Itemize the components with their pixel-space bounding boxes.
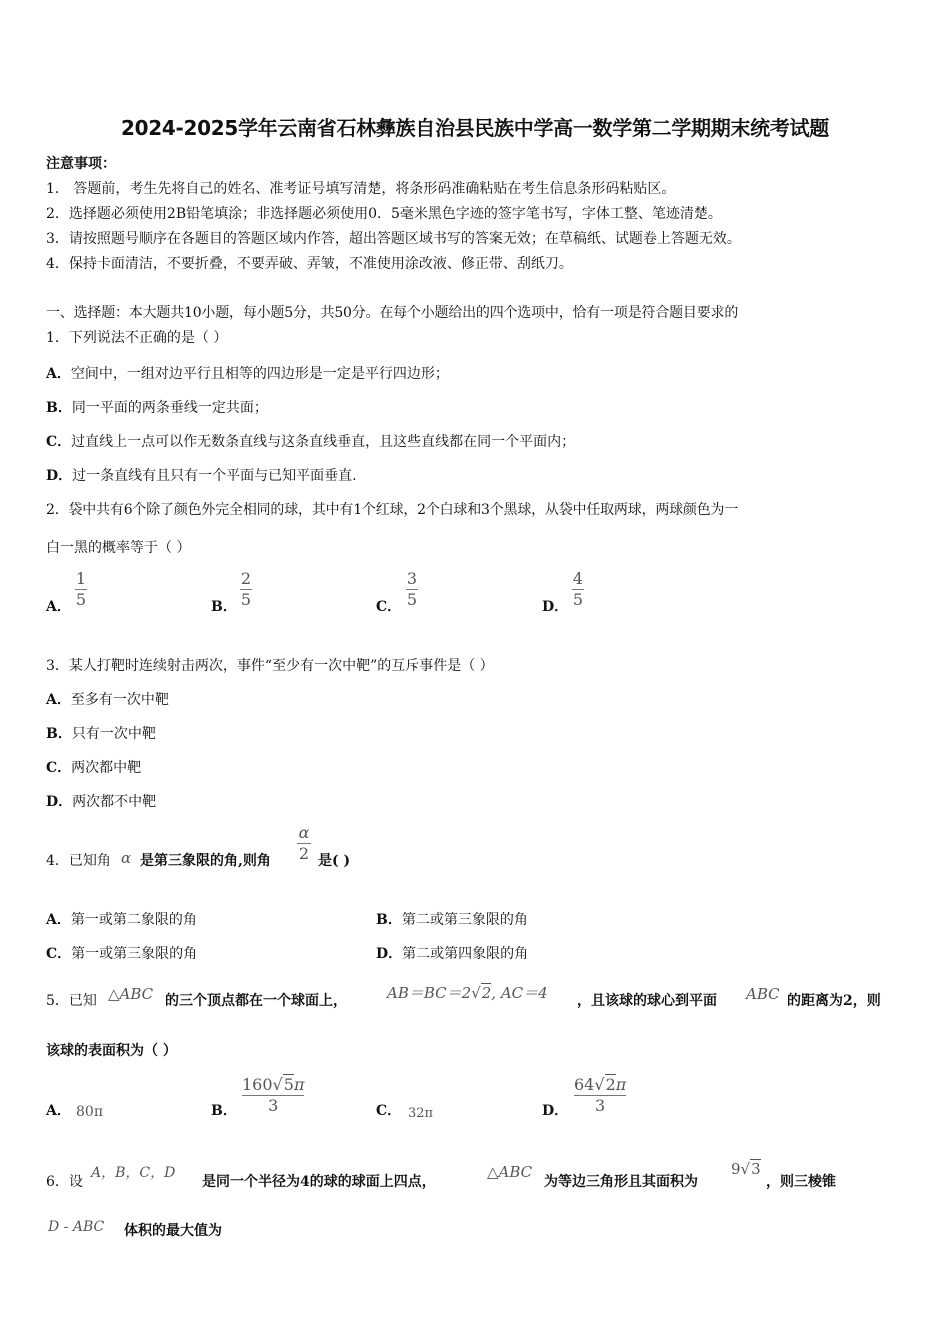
option-label: B． <box>211 1103 237 1119</box>
numerator-part: π <box>293 1075 305 1094</box>
option-label: B． <box>46 726 72 742</box>
option-text: 空间中，一组对边平行且相等的四边形是一定是平行四边形； <box>70 366 449 382</box>
question-5-stem-mid: 的三个顶点都在一个球面上， <box>165 993 347 1009</box>
option-label: A． <box>46 912 71 928</box>
question-3-option-a <box>46 689 169 709</box>
question-1-option-b <box>46 397 268 417</box>
option-text: 第二或第四象限的角 <box>402 946 529 962</box>
question-4-fraction <box>297 823 311 864</box>
question-4-stem-mid: 是第三象限的角,则角 <box>140 853 271 869</box>
option-label: D． <box>46 468 73 484</box>
question-6-stem-mid: 是同一个半径为4的球的球面上四点， <box>202 1174 436 1190</box>
denominator: 5 <box>572 590 584 609</box>
question-2-option-a-fraction <box>75 569 87 610</box>
question-5-stem-pre: 5．已知 <box>46 993 97 1009</box>
numerator: 2 <box>240 569 252 588</box>
question-5-stem-mid2: ，且该球的球心到平面 <box>577 993 717 1009</box>
question-6-stem-post: ，则三棱锥 <box>766 1174 836 1190</box>
question-3-stem: 3．某人打靶时连续射击两次，事件“至少有一次中靶”的互斥事件是（ ） <box>46 658 494 674</box>
sqrt-radicand: 2 <box>481 984 492 1002</box>
question-3-option-c <box>46 757 141 777</box>
numerator-part: π <box>615 1075 627 1094</box>
question-2-option-c-fraction <box>406 569 418 610</box>
option-label: C． <box>376 1103 402 1119</box>
question-1-option-a <box>46 363 449 383</box>
question-3-option-b <box>46 723 156 743</box>
page-title: 2024-2025学年云南省石林彝族自治县民族中学高一数学第二学期期末统考试题 <box>121 116 829 140</box>
option-label: A． <box>46 1103 71 1119</box>
option-text: 过一条直线有且只有一个平面与已知平面垂直. <box>72 468 357 484</box>
condition-part: AB＝BC＝2 <box>387 984 472 1002</box>
condition-part: , AC＝4 <box>491 984 548 1002</box>
numerator-part: 64 <box>574 1075 595 1094</box>
question-4-option-a <box>46 909 197 929</box>
area-expression: 9√3 <box>731 1160 761 1178</box>
denominator: 2 <box>298 844 310 863</box>
question-5-option-c-expr: 32π <box>408 1106 434 1121</box>
triangle-abc: △ABC <box>487 1163 533 1181</box>
question-6-stem-cont: 体积的最大值为 <box>124 1223 222 1239</box>
option-text: 至多有一次中靶 <box>70 692 169 708</box>
option-label: A． <box>46 599 71 615</box>
option-label: D． <box>542 599 569 615</box>
option-text: 只有一次中靶 <box>71 726 156 742</box>
option-label: A． <box>46 366 71 382</box>
option-label: B． <box>46 400 72 416</box>
option-text: 第一或第二象限的角 <box>70 912 197 928</box>
option-label: D． <box>376 946 403 962</box>
notice-item: 3．请按照题号顺序在各题目的答题区域内作答，超出答题区域书写的答案无效；在草稿纸、试题卷上答题无效。 <box>46 231 741 247</box>
question-1-option-c <box>46 431 575 451</box>
question-5-option-a-expr: 80π <box>76 1104 104 1120</box>
sqrt-radicand: 2 <box>605 1075 616 1094</box>
option-label: C． <box>46 760 72 776</box>
section-heading: 一、选择题：本大题共10小题，每小题5分，共50分。在每个小题给出的四个选项中，恰有一项是符合题目要求的 <box>46 305 739 321</box>
sqrt-radicand: 3 <box>751 1160 761 1178</box>
option-text: 第二或第三象限的角 <box>401 912 528 928</box>
question-2-stem: 2．袋中共有6个除了颜色外完全相同的球，其中有1个红球，2个白球和3个黑球，从袋中任取两球，两球颜色为一 <box>46 502 739 518</box>
area-coefficient: 9 <box>731 1160 741 1178</box>
question-1-option-d <box>46 465 357 485</box>
question-4-stem-pre: 4．已知角 <box>46 853 111 869</box>
numerator: 4 <box>572 569 584 588</box>
option-label: C． <box>46 434 72 450</box>
notice-item: 1． 答题前，考生先将自己的姓名、准考证号填写清楚，将条形码准确粘贴在考生信息条形码粘贴区。 <box>46 181 676 197</box>
option-text: 过直线上一点可以作无数条直线与这条直线垂直，且这些直线都在同一个平面内； <box>71 434 576 450</box>
denominator: 3 <box>595 1096 606 1115</box>
tetrahedron-expr: D - ABC <box>48 1219 105 1235</box>
points-abcd: A，B，C，D <box>91 1165 176 1181</box>
option-label: D． <box>542 1103 569 1119</box>
numerator-part: 160 <box>242 1075 273 1094</box>
question-2-option-b-fraction <box>240 569 252 610</box>
notice-item: 2．选择题必须使用2B铅笔填涂；非选择题必须使用0．5毫米黑色字迹的签字笔书写，字体工整、笔迹清楚。 <box>46 206 722 222</box>
question-4-stem-post: 是( ) <box>318 853 351 869</box>
question-4-option-b <box>376 909 528 929</box>
numerator: 1 <box>75 569 87 588</box>
option-label: B． <box>211 599 237 615</box>
question-1-stem: 1．下列说法不正确的是（ ） <box>46 330 228 346</box>
question-5-stem-cont: 该球的表面积为（ ） <box>46 1043 177 1059</box>
question-2-option-d-fraction <box>572 569 584 610</box>
question-5-condition: AB＝BC＝2√2, AC＝4 <box>387 984 548 1002</box>
option-label: D． <box>46 794 73 810</box>
option-label: B． <box>376 912 402 928</box>
notice-heading: 注意事项： <box>46 156 116 172</box>
question-4-option-c <box>46 943 197 963</box>
denominator: 3 <box>268 1096 279 1115</box>
question-5-option-b-fraction: 160√5π 3 <box>242 1075 305 1115</box>
option-label: A． <box>46 692 71 708</box>
numerator: 3 <box>406 569 418 588</box>
question-4-option-d <box>376 943 528 963</box>
question-6-stem-mid2: 为等边三角形且其面积为 <box>544 1174 698 1190</box>
question-5-option-d-fraction: 64√2π 3 <box>574 1075 627 1115</box>
question-6-stem-pre: 6．设 <box>46 1174 83 1190</box>
sqrt-radicand: 5 <box>283 1075 294 1094</box>
question-3-option-d <box>46 791 156 811</box>
option-text: 同一平面的两条垂线一定共面； <box>71 400 268 416</box>
question-2-stem-cont: 白一黑的概率等于（ ） <box>46 540 191 556</box>
denominator: 5 <box>75 590 87 609</box>
option-text: 第一或第三象限的角 <box>71 946 198 962</box>
option-label: C． <box>376 599 402 615</box>
alpha-symbol: α <box>121 849 132 867</box>
option-label: C． <box>46 946 72 962</box>
numerator: α <box>298 823 310 842</box>
question-5-stem-post: 的距离为2，则 <box>787 993 881 1009</box>
option-text: 两次都中靶 <box>71 760 142 776</box>
denominator: 5 <box>406 590 418 609</box>
option-text: 两次都不中靶 <box>72 794 157 810</box>
notice-item: 4．保持卡面清洁，不要折叠，不要弄破、弄皱，不准使用涂改液、修正带、刮纸刀。 <box>46 256 573 272</box>
denominator: 5 <box>240 590 252 609</box>
triangle-abc: △ABC <box>108 985 154 1003</box>
plane-abc: ABC <box>746 985 780 1003</box>
